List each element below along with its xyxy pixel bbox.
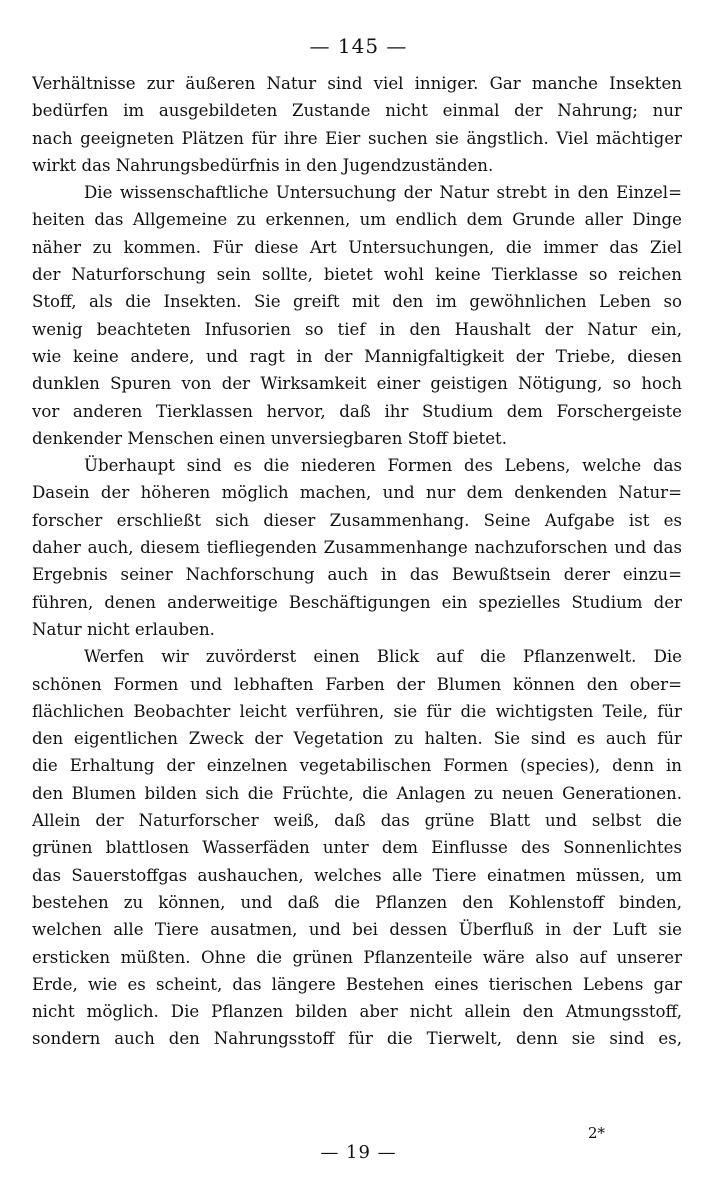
text-line: wenig beachteten Infusorien so tief in den Haushalt der Natur ein, [32,319,682,339]
text-line: wirkt das Nahrungsbedürfnis in den Jugendzuständen. [32,155,494,175]
text-line: näher zu kommen. Für diese Art Untersuchungen, die immer das Ziel [32,237,682,257]
text-line: welchen alle Tiere ausatmen, und bei dessen Überfluß in der Luft sie [32,920,682,940]
text-line: sondern auch den Nahrungsstoff für die Tierwelt, denn sie sind es, [32,1029,682,1049]
signature-mark: 2* [587,1124,605,1142]
paragraph [32,452,682,643]
text-line: dunklen Spuren von der Wirksamkeit einer geistigen Nötigung, so hoch [32,374,682,394]
text-line: nicht möglich. Die Pflanzen bilden aber nicht allein den Atmungsstoff, [32,1002,682,1022]
page-header-number: — 145 — [309,34,408,58]
text-line: Stoff, als die Insekten. Sie greift mit den im gewöhnlichen Leben so [32,292,682,312]
text-line: den eigentlichen Zweck der Vegetation zu halten. Sie sind es auch für [32,729,682,749]
text-line: Verhältnisse zur äußeren Natur sind viel inniger. Gar manche Insekten [32,74,682,93]
text-line: bedürfen im ausgebildeten Zustande nicht einmal der Nahrung; nur [32,101,682,121]
text-line: nach geeigneten Plätzen für ihre Eier suchen sie ängstlich. Viel mächtiger [32,128,682,148]
text-line: bestehen zu können, und daß die Pflanzen den Kohlenstoff binden, [32,892,682,912]
text-line: den Blumen bilden sich die Früchte, die Anlagen zu neuen Generationen. [32,783,682,803]
text-line: Überhaupt sind es die niederen Formen des Lebens, welche das [84,456,682,476]
text-line: Ergebnis seiner Nachforschung auch in das Bewußtsein derer einzu= [32,565,682,585]
text-line: ersticken müßten. Ohne die grünen Pflanzenteile wäre also auf unserer [32,947,682,967]
text-line: Die wissenschaftliche Untersuchung der Natur strebt in den Einzel= [84,183,682,203]
text-line: Werfen wir zuvörderst einen Blick auf die Pflanzenwelt. Die [84,647,682,667]
text-line: denkender Menschen einen unversiegbaren Stoff bietet. [32,428,507,448]
text-line: führen, denen anderweitige Beschäftigungen ein spezielles Studium der [32,592,682,612]
text-line: vor anderen Tierklassen hervor, daß ihr Studium dem Forschergeiste [32,401,682,421]
text-line: flächlichen Beobachter leicht verführen, sie für die wichtigsten Teile, für [32,701,682,721]
text-line: Dasein der höheren möglich machen, und nur dem denkenden Natur= [32,483,682,503]
text-line: schönen Formen und lebhaften Farben der Blumen können den ober= [32,674,682,694]
text-line: Allein der Naturforscher weiß, daß das grüne Blatt und selbst die [32,811,682,831]
paragraph [32,70,682,179]
text-line: das Sauerstoffgas aushauchen, welches alle Tiere einatmen müssen, um [32,865,682,885]
paragraph [32,179,682,452]
text-line: forscher erschließt sich dieser Zusammenhang. Seine Aufgabe ist es [32,510,682,530]
body-text [32,70,682,1053]
text-line: heiten das Allgemeine zu erkennen, um endlich dem Grunde aller Dinge [32,210,682,230]
text-line: daher auch, diesem tiefliegenden Zusammenhange nachzuforschen und das [32,538,682,558]
text-line: die Erhaltung der einzelnen vegetabilischen Formen (species), denn in [32,756,682,776]
text-line: Natur nicht erlauben. [32,619,215,639]
text-line: wie keine andere, und ragt in der Mannigfaltigkeit der Triebe, diesen [32,346,682,366]
text-line: Erde, wie es scheint, das längere Bestehen eines tierischen Lebens gar [32,974,682,994]
text-line: grünen blattlosen Wasserfäden unter dem Einflusse des Sonnenlichtes [32,838,682,858]
text-line: der Naturforschung sein sollte, bietet wohl keine Tierklasse so reichen [32,265,682,285]
page-footer-number: — 19 — [320,1142,397,1163]
paragraph [32,643,682,1052]
